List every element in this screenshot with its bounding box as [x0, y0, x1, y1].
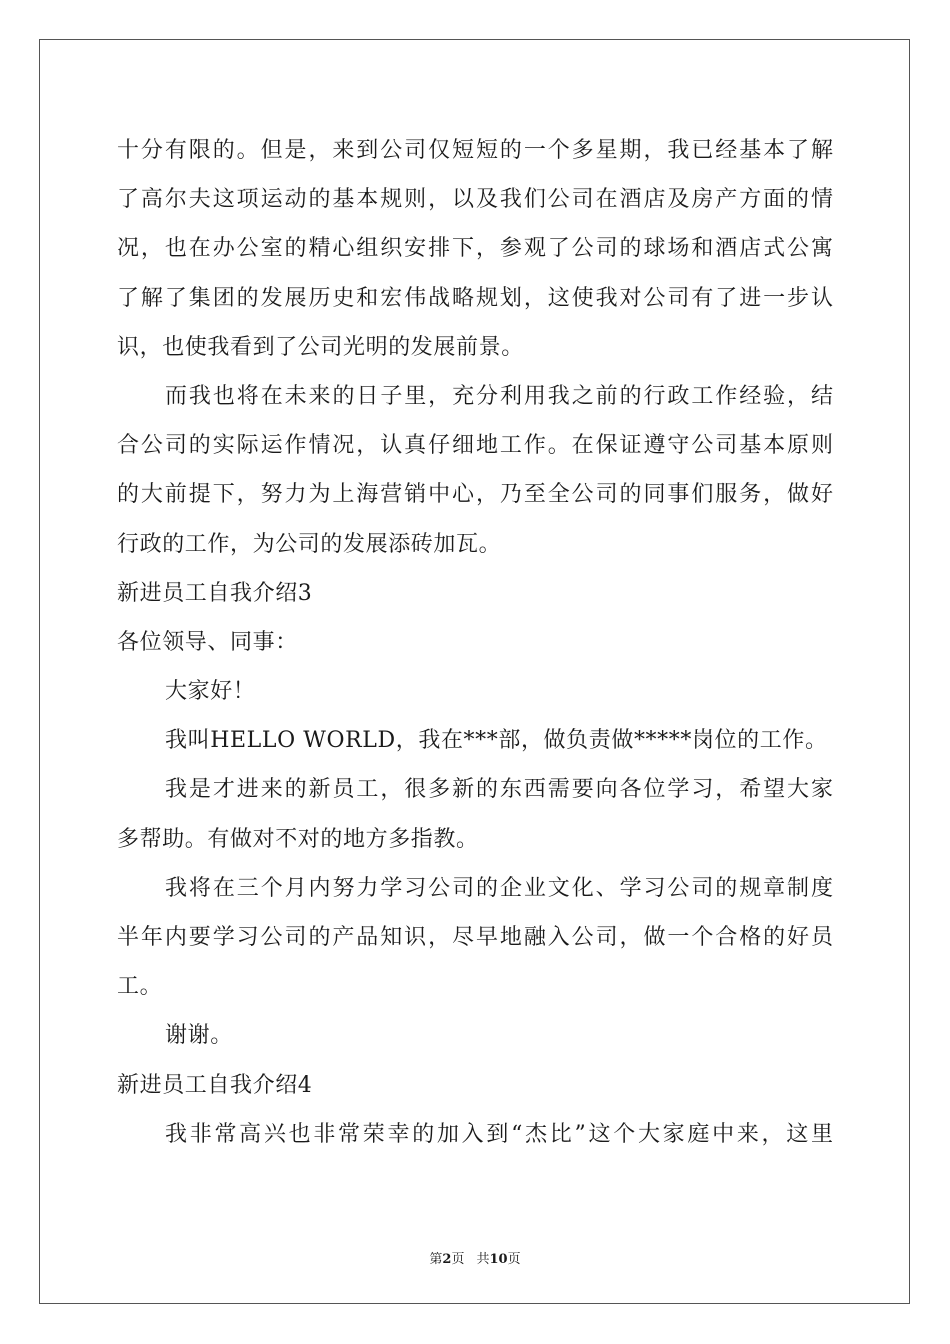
text-line: 大家好！ [165, 679, 256, 705]
text-line: 多帮助。有做对不对的地方多指教。 [117, 826, 479, 852]
text-line: 工。 [117, 974, 163, 1000]
text-line: 况，也在办公室的精心组织安排下，参观了公司的球场和酒店式公寓 [117, 236, 833, 262]
text-line: 行政的工作，为公司的发展添砖加瓦。 [117, 531, 502, 557]
text-line: 我将在三个月内努力学习公司的企业文化、学习公司的规章制度 [165, 875, 833, 901]
text-line: 我是才进来的新员工，很多新的东西需要向各位学习，希望大家 [165, 777, 833, 803]
text-line: 十分有限的。但是，来到公司仅短短的一个多星期，我已经基本了解 [117, 138, 833, 163]
text-line: 了高尔夫这项运动的基本规则，以及我们公司在酒店及房产方面的情 [117, 187, 833, 213]
text-line: 我叫HELLO WORLD，我在***部，做负责做*****岗位的工作。 [165, 728, 828, 754]
text-line: 了解了集团的发展历史和宏伟战略规划，这使我对公司有了进一步认 [117, 285, 833, 311]
text-line: 各位领导、同事： [117, 629, 298, 655]
text-line: 识，也使我看到了公司光明的发展前景。 [117, 334, 524, 360]
total-page-number: 10 [489, 1252, 508, 1267]
document-body [117, 126, 833, 1159]
text-line: 我非常高兴也非常荣幸的加入到“杰比”这个大家庭中来，这里 [165, 1121, 833, 1147]
text-line: 而我也将在未来的日子里，充分利用我之前的行政工作经验，结 [165, 383, 833, 409]
total-label-prefix: 共 [476, 1252, 490, 1267]
text-line: 半年内要学习公司的产品知识，尽早地融入公司，做一个合格的好员 [117, 925, 833, 950]
total-label-suffix: 页 [507, 1252, 521, 1267]
text-line: 的大前提下，努力为上海营销中心，乃至全公司的同事们服务，做好 [117, 482, 833, 508]
text-line: 新进员工自我介绍3 [117, 580, 313, 606]
text-line: 新进员工自我介绍4 [117, 1072, 313, 1098]
text-line: 合公司的实际运作情况，认真仔细地工作。在保证遵守公司基本原则 [117, 433, 833, 459]
current-page-number: 2 [442, 1252, 452, 1267]
page-label-suffix: 页 [451, 1252, 465, 1267]
text-line: 谢谢。 [165, 1023, 233, 1049]
page-footer [0, 1248, 950, 1267]
page-label-prefix: 第 [429, 1252, 443, 1267]
